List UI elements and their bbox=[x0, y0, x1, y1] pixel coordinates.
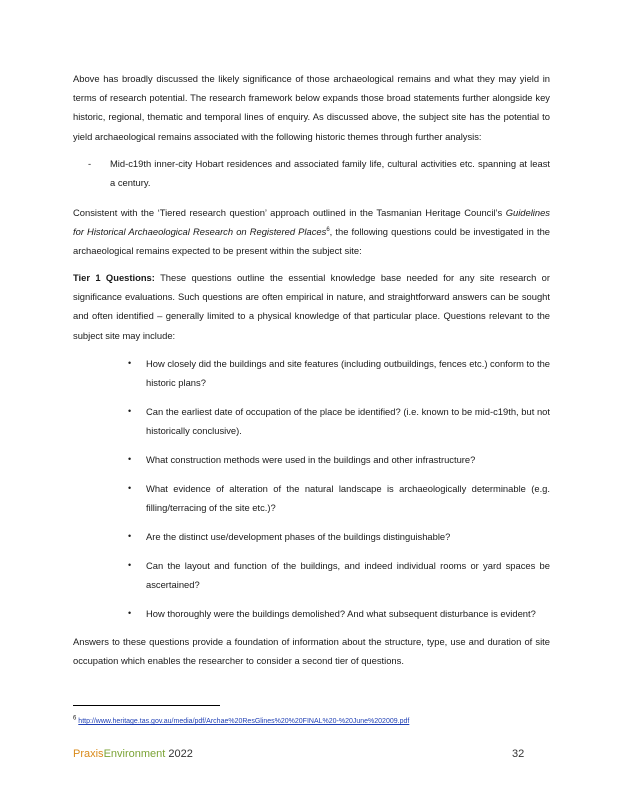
footnote-reference[interactable]: 6 bbox=[326, 227, 330, 234]
conclusion-text: Answers to these questions provide a foundation of information about the structure, type, use and duration of site occupation which enables the researcher to consider a second tier of questions. bbox=[73, 636, 550, 667]
bullet-marker: • bbox=[128, 454, 132, 464]
tiered-text-post: , the following questions could be investigated in the archaeological remains expected to be present within the subject site: bbox=[73, 226, 550, 257]
footnote-number: 6 bbox=[73, 715, 77, 722]
footnote bbox=[73, 717, 409, 727]
page-number: 32 bbox=[512, 748, 525, 760]
tier1-description: These questions outline the essential knowledge base needed for any site research or significance evaluations. Such questions are often empirical in nature, and straightforward answers can be sought and often identified – generally limited to a physical knowledge of that particular place. Questions relevant to the subject site may include: bbox=[73, 272, 550, 341]
tier1-heading: Tier 1 Questions: bbox=[73, 272, 155, 283]
dash-marker: - bbox=[88, 158, 92, 169]
question-text: What evidence of alteration of the natural landscape is archaeologically determinable (e.g. filling/terracing of the site etc.)? bbox=[146, 483, 550, 514]
bullet-marker: • bbox=[128, 608, 132, 618]
tiered-text-pre: Consistent with the ‘Tiered research question’ approach outlined in the Tasmanian Heritage Council’s bbox=[73, 207, 506, 218]
theme-text: Mid-c19th inner-city Hobart residences and associated family life, cultural activities etc. spanning at least a century. bbox=[110, 158, 550, 189]
question-text: Can the earliest date of occupation of the place be identified? (i.e. known to be mid-c19th, but not historically conclusive). bbox=[146, 406, 550, 437]
guidelines-title: Guidelines for Historical Archaeological Research on Registered Places bbox=[73, 207, 550, 238]
footnote-link[interactable]: http://www.heritage.tas.gov.au/media/pdf/Archae%20ResGlines%20%20FINAL%20-%20June%202009.pdf bbox=[78, 718, 410, 725]
bullet-marker: • bbox=[128, 406, 132, 416]
footnote-divider bbox=[73, 705, 220, 706]
bullet-marker: • bbox=[128, 531, 132, 541]
footer-brand bbox=[73, 747, 193, 761]
footer-year: 2022 bbox=[165, 748, 193, 760]
question-text: What construction methods were used in the buildings and other infrastructure? bbox=[146, 454, 476, 465]
tier1-paragraph bbox=[73, 268, 550, 345]
question-text: How closely did the buildings and site features (including outbuildings, fences etc.) conform to the historic plans? bbox=[146, 358, 550, 389]
intro-paragraph bbox=[73, 69, 550, 146]
question-text: Can the layout and function of the buildings, and indeed individual rooms or yard spaces be ascertained? bbox=[146, 560, 550, 591]
intro-paragraph-text: Above has broadly discussed the likely significance of those archaeological remains and what they may yield in terms of research potential. The research framework below expands those broad statements further alongside key historic, regional, thematic and temporal lines of enquiry. As discussed above, the subject site has the potential to yield archaeological remains associated with the following historic themes through further analysis: bbox=[73, 73, 550, 142]
tiered-approach-paragraph bbox=[73, 203, 550, 261]
conclusion-paragraph bbox=[73, 632, 550, 670]
bullet-marker: • bbox=[128, 358, 132, 368]
question-text: Are the distinct use/development phases of the buildings distinguishable? bbox=[146, 531, 451, 542]
question-text: How thoroughly were the buildings demolished? And what subsequent disturbance is evident? bbox=[146, 608, 536, 619]
bullet-marker: • bbox=[128, 483, 132, 493]
brand-praxis: Praxis bbox=[73, 748, 104, 760]
brand-environment: Environment bbox=[103, 748, 166, 760]
bullet-marker: • bbox=[128, 560, 132, 570]
